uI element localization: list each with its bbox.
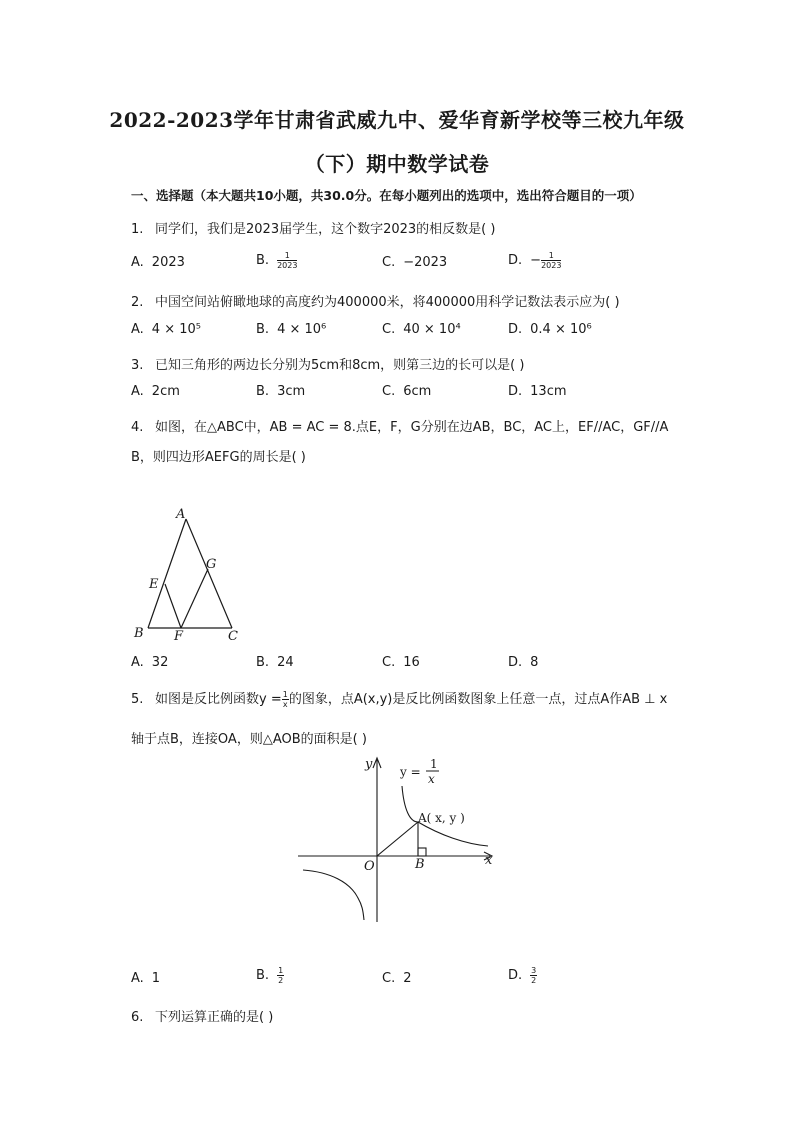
question-1	[131, 218, 495, 237]
fraction: $\frac{1}{x}$	[282, 690, 288, 709]
hyperbola-branch-2	[303, 870, 364, 920]
q2-option-b: B. 4 × 10⁶	[256, 322, 327, 337]
question-5	[131, 688, 667, 709]
side-ab	[148, 519, 186, 628]
title-line-2: （下）期中数学试卷	[304, 152, 490, 176]
question-number: 2.	[131, 295, 144, 310]
fraction: $\frac{1}{2023}$	[277, 251, 298, 270]
question-number: 1.	[131, 222, 144, 237]
section-heading: 一、选择题（本大题共10小题，共30.0分。在每小题列出的选项中，选出符合题目的一项）	[131, 188, 642, 203]
label-y-axis: y	[365, 757, 373, 772]
label-e: E	[149, 577, 159, 592]
q3-option-b: B. 3cm	[256, 384, 306, 399]
fraction: $\frac{1}{2}$	[278, 966, 284, 985]
label-x-axis: x	[485, 853, 493, 868]
question-4	[131, 416, 668, 435]
question-6	[131, 1006, 273, 1025]
q4-option-d: D. 8	[508, 655, 539, 670]
question-text: 如图，在△ABC中，AB = AC = 8.点E，F，G分别在边AB，BC，AC上，EF//AC，GF//A	[155, 420, 669, 435]
label-func-num: 1	[430, 757, 438, 771]
label-g: G	[206, 557, 217, 572]
label-f: F	[174, 629, 184, 642]
q2-option-a: A. 4 × 10⁵	[131, 322, 201, 337]
side-ac	[186, 519, 232, 628]
q1-option-b: B. $\frac{1}{2023}$	[256, 251, 298, 270]
hyperbola-figure	[290, 750, 505, 930]
q5-option-a: A. 1	[131, 971, 161, 986]
q3-option-a: A. 2cm	[131, 384, 180, 399]
segment-ef	[165, 584, 181, 628]
label-b: B	[134, 626, 144, 641]
question-number: 3.	[131, 358, 144, 373]
q5-option-d: D. $\frac{3}{2}$	[508, 966, 537, 985]
title-line-1: 2022-2023学年甘肃省武威九中、爱华育新学校等三校九年级	[109, 108, 685, 132]
q5-option-b: B. $\frac{1}{2}$	[256, 966, 284, 985]
question-5-line-2: 轴于点B，连接OA，则△AOB的面积是( )	[131, 732, 367, 747]
q5-option-c: C. 2	[382, 971, 412, 986]
q3-option-c: C. 6cm	[382, 384, 432, 399]
question-text: 同学们，我们是2023届学生，这个数字2023的相反数是( )	[155, 222, 496, 237]
label-func-den: x	[428, 772, 435, 786]
question-number: 6.	[131, 1010, 144, 1025]
label-func-y: y =	[400, 765, 421, 779]
label-origin: O	[364, 859, 375, 874]
question-3	[131, 354, 524, 373]
question-2	[131, 291, 620, 310]
right-angle-mark	[418, 848, 426, 856]
fraction: $\frac{3}{2}$	[531, 966, 537, 985]
q2-option-c: C. 40 × 10⁴	[382, 322, 461, 337]
triangle-figure	[128, 502, 248, 642]
q1-option-d: D. − $\frac{1}{2023}$	[508, 251, 562, 270]
question-number: 4.	[131, 420, 144, 435]
label-point-a: A( x, y )	[418, 811, 465, 825]
q1-option-a: A. 2023	[131, 255, 185, 270]
question-text-cont: 的图象，点A(x,y)是反比例函数图象上任意一点，过点A作AB ⊥ x	[288, 692, 668, 707]
segment-fg	[181, 569, 208, 628]
q4-option-b: B. 24	[256, 655, 294, 670]
question-text: 下列运算正确的是( )	[155, 1010, 274, 1025]
q4-option-a: A. 32	[131, 655, 169, 670]
question-text: 已知三角形的两边长分别为5cm和8cm，则第三边的长可以是( )	[155, 358, 525, 373]
label-c: C	[228, 629, 238, 642]
question-number: 5.	[131, 692, 144, 707]
question-text: 如图是反比例函数y =	[155, 692, 282, 707]
q2-option-d: D. 0.4 × 10⁶	[508, 322, 592, 337]
question-4-line-2: B，则四边形AEFG的周长是( )	[131, 450, 306, 465]
fraction: $\frac{1}{2023}$	[541, 251, 562, 270]
q4-option-c: C. 16	[382, 655, 420, 670]
label-b: B	[415, 857, 425, 872]
question-text: 中国空间站俯瞰地球的高度约为400000米，将400000用科学记数法表示应为( )	[155, 295, 620, 310]
q3-option-d: D. 13cm	[508, 384, 567, 399]
label-a: A	[176, 507, 186, 522]
segment-oa	[377, 822, 418, 856]
q1-option-c: C. −2023	[382, 255, 448, 270]
